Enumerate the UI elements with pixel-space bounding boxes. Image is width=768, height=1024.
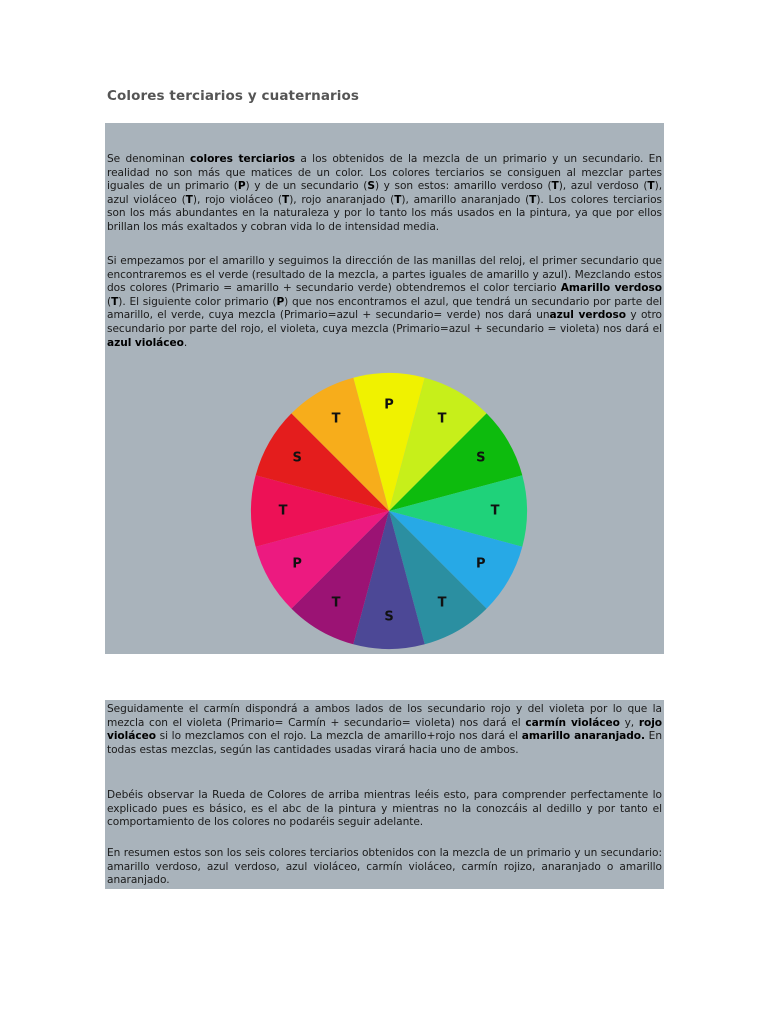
wheel-segment-label: P [292, 556, 302, 572]
paragraph-observar [107, 789, 662, 830]
text-run: Seguidamente el carmín dispondrá a ambos lados de los secundario rojo y del violeta por lo que la mezcla con el violeta (Primario= Carmín + secundario= violeta) nos dará el [107, 703, 662, 729]
text-run: ) que nos encontramos el azul, que tendrá un secundario por parte del amarillo, el verde, cuya mezcla (Primario=azul + secundario= verde) nos dará un [107, 295, 662, 322]
bold-term: T [185, 193, 193, 206]
bold-term: P [237, 180, 246, 193]
wheel-segment-label: T [437, 411, 447, 427]
text-run: ). Los colores terciarios son los más abundantes en la naturaleza y por lo tanto los más usados en la pintura, ya que por ellos brillan los más exaltados y cobran vida lo de intensidad media. [107, 193, 662, 233]
text-run: ), rojo anaranjado ( [289, 193, 395, 206]
bold-term: T [111, 295, 119, 308]
bold-term: azul violáceo [107, 336, 184, 349]
bold-term: T [282, 193, 290, 206]
bold-term: T [394, 193, 402, 206]
bold-term: Amarillo verdoso [560, 282, 662, 295]
wheel-segment-label: P [476, 556, 486, 572]
bold-term: T [551, 180, 559, 193]
wheel-segment-label: T [331, 411, 341, 427]
text-run: ), rojo violáceo ( [192, 193, 283, 206]
text-run: y, [619, 716, 639, 729]
text-run: y otro secundario por parte del rojo, el violeta, cuya mezcla (Primario=azul + secundario = violeta) nos dará el [107, 309, 662, 335]
text-run: ). El siguiente color primario ( [118, 295, 277, 308]
wheel-segment-label: P [384, 397, 394, 413]
bold-term: amarillo anaranjado. [521, 730, 645, 743]
page-title: Colores terciarios y cuaternarios [107, 88, 360, 104]
bold-term: T [647, 180, 655, 193]
wheel-segment-label: T [331, 595, 341, 611]
text-run: . [183, 336, 188, 349]
wheel-segment-label: S [292, 450, 302, 466]
text-run: a los obtenidos de la mezcla de un primario y un secundario. En realidad no son más que matices de un color. Los colores terciarios se consiguen al mezclar partes iguales de un primario ( [107, 153, 662, 193]
bold-term: S [367, 180, 375, 193]
text-run: ) y de un secundario ( [245, 180, 368, 193]
bold-term: azul verdoso [549, 309, 626, 322]
text-run: ) y son estos: amarillo verdoso ( [374, 180, 552, 193]
bold-term: colores terciarios [190, 153, 296, 165]
wheel-segment-label: T [278, 503, 288, 519]
text-run: Si empezamos por el amarillo y seguimos la dirección de las manillas del reloj, el primer secundario que encontraremos es el verde (resultado de la mezcla, a partes iguales de amarillo y azul). Mezclando estos dos colores (Primario = amarillo + secundario verde) obtendremos el color terciario [107, 255, 662, 295]
section-terciarios [105, 123, 664, 654]
text-run: ( [107, 295, 112, 308]
color-wheel [245, 367, 533, 655]
wheel-segment-label: T [490, 503, 500, 519]
text-run: En resumen estos son los seis colores terciarios obtenidos con la mezcla de un primario y un secundario: amarillo verdoso, azul verdoso, azul violáceo, carmín violáceo, carmín rojizo, anaranjado o amarillo anaranjado. [107, 847, 662, 887]
paragraph-resumen [107, 847, 662, 888]
text-run: Debéis observar la Rueda de Colores de arriba mientras leéis esto, para comprender perfectamente lo explicado pues es básico, es el abc de la pintura y mientras no la conozcáis al dedillo y por tanto el comportamiento de los colores no podaréis seguir adelante. [107, 789, 662, 829]
bold-term: P [276, 295, 285, 308]
text-run: ), azul violáceo ( [107, 180, 663, 206]
section-carmin [105, 700, 664, 889]
paragraph-carmin [107, 703, 662, 757]
bold-term: T [529, 193, 537, 206]
text-run: ), azul verdoso ( [558, 180, 648, 193]
text-run: si lo mezclamos con el rojo. La mezcla de amarillo+rojo nos dará el [155, 730, 522, 743]
paragraph-definicion [107, 153, 662, 235]
text-run: Se denominan [107, 153, 191, 165]
paragraph-rueda-explicacion [107, 255, 662, 350]
wheel-segment-label: S [476, 450, 486, 466]
text-run: ), amarillo anaranjado ( [401, 193, 530, 206]
wheel-segment-label: S [384, 609, 394, 625]
wheel-segment-label: T [437, 595, 447, 611]
bold-term: carmín violáceo [525, 716, 620, 729]
bold-term: rojo violáceo [107, 716, 663, 743]
text-run: En todas estas mezclas, según las cantidades usadas virará hacia uno de ambos. [107, 730, 662, 756]
